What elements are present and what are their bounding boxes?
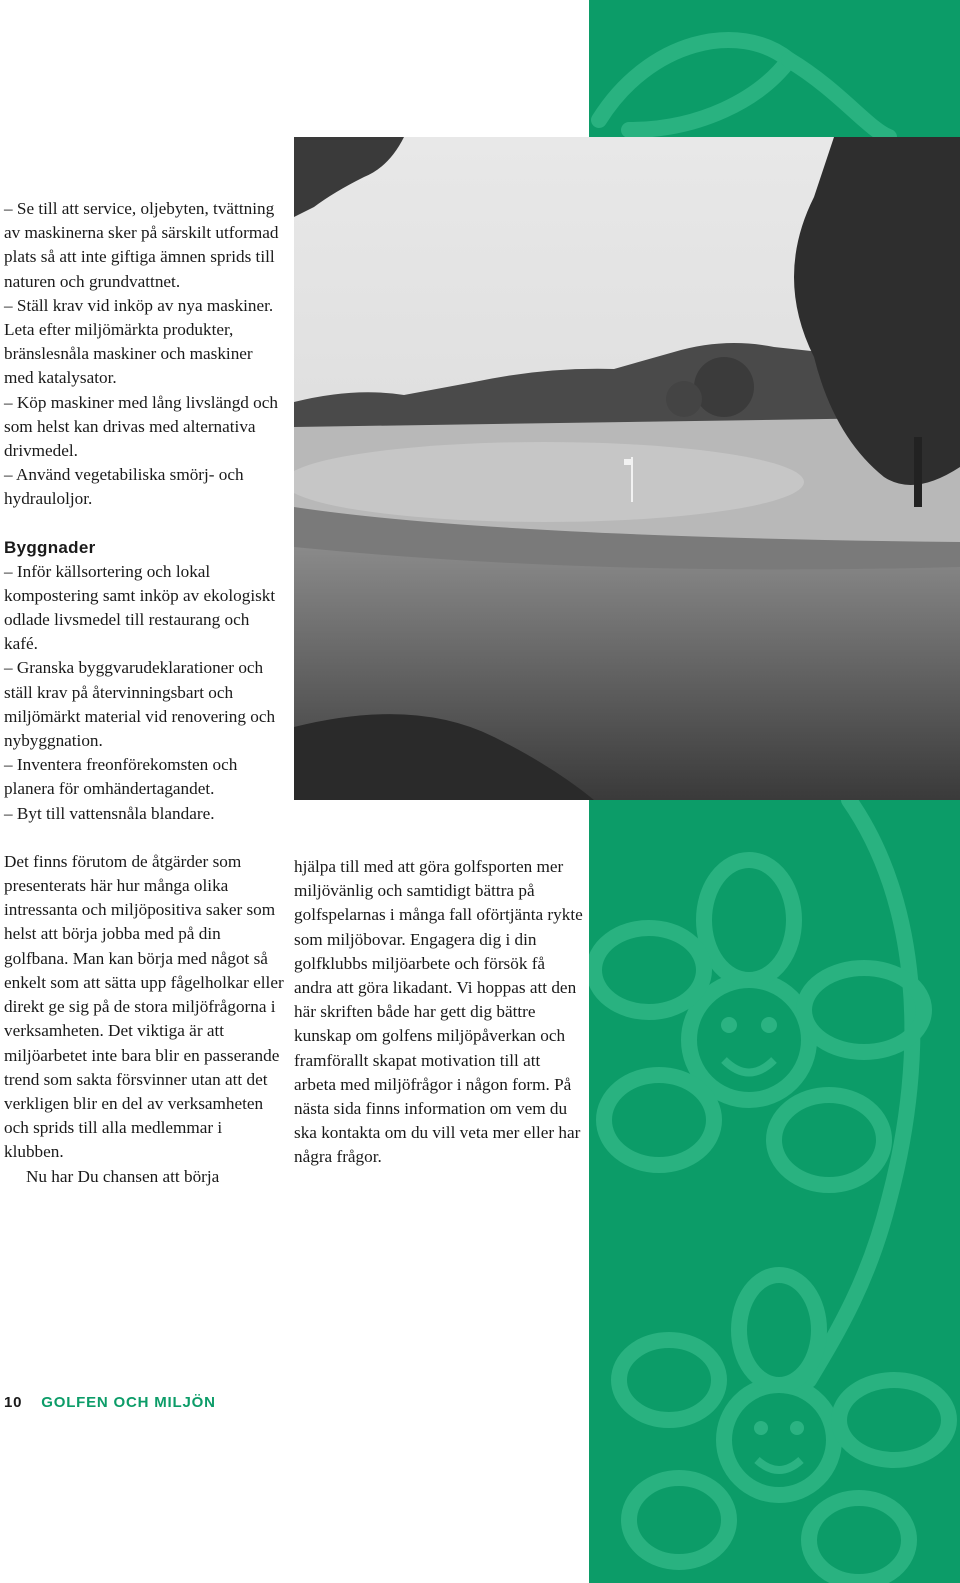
- left-text-column: [4, 197, 284, 1189]
- closing-paragraph: Det finns förutom de åtgärder som presenterats här hur många olika intressanta och miljöpositiva saker som helst att börja jobba med på din golfbana. Man kan börja med något så enkelt som att sätta upp fågelholkar eller direkt ge sig på de stora miljöfrågorna i verksamheten. Det viktiga är att miljöarbetet inte bara blir en passerande trend som sakta försvinner utan att det verkligen blir en del av verksamheten och sprids till alla medlemmar i klubben.: [4, 851, 284, 1162]
- golf-course-photo-icon: [294, 137, 960, 800]
- publication-title: GOLFEN OCH MILJÖN: [41, 1394, 216, 1411]
- right-paragraph: hjälpa till med att göra golfsporten mer miljövänlig och samtidigt bättra på golfspelarnas i många fall oförtjänta rykte som miljöbovar. Engagera dig i din golfklubbs miljöarbete och försök få andra att göra likadant. Vi hoppas att den här skriften både har gett dig bättre kunskap om golfens miljöpåverkan och framförallt skapat motivation till att arbeta med miljöfrågor i någon form. På nästa sida finns information om vem du ska kontakta om du vill veta mer eller har några frågor.: [294, 857, 583, 1167]
- page-footer: [4, 1394, 216, 1411]
- golf-course-photo: [294, 137, 960, 800]
- buildings-item: – Granska byggvarudeklarationer och ställ krav på återvinningsbart och miljömärkt material vid renovering och nybyggnation.: [4, 658, 276, 751]
- buildings-item: – Byt till vattensnåla blandare.: [4, 803, 215, 823]
- buildings-item: – Inventera freonförekomsten och planera för omhändertagandet.: [4, 755, 238, 799]
- maintenance-item: – Se till att service, oljebyten, tvättning av maskinerna sker på särskilt utformad plats så att inte giftiga ämnen sprids till naturen och grundvattnet.: [4, 199, 279, 291]
- section-heading-byggnader: Byggnader: [4, 537, 96, 557]
- maintenance-item: – Köp maskiner med lång livslängd och som helst kan drivas med alternativa drivmedel.: [4, 392, 278, 461]
- right-text-column: [294, 855, 584, 1170]
- closing-paragraph-continuation: Nu har Du chansen att börja: [26, 1166, 220, 1186]
- maintenance-item: – Ställ krav vid inköp av nya maskiner. Leta efter miljömärkta produkter, bränslesnåla maskiner och maskiner med katalysator.: [4, 295, 274, 388]
- buildings-item: – Inför källsortering och lokal kompostering samt inköp av ekologiskt odlade livsmedel till restaurang och kafé.: [4, 561, 276, 654]
- page-number: 10: [4, 1394, 23, 1411]
- maintenance-item: – Använd vegetabiliska smörj- och hydrauloljor.: [4, 465, 244, 509]
